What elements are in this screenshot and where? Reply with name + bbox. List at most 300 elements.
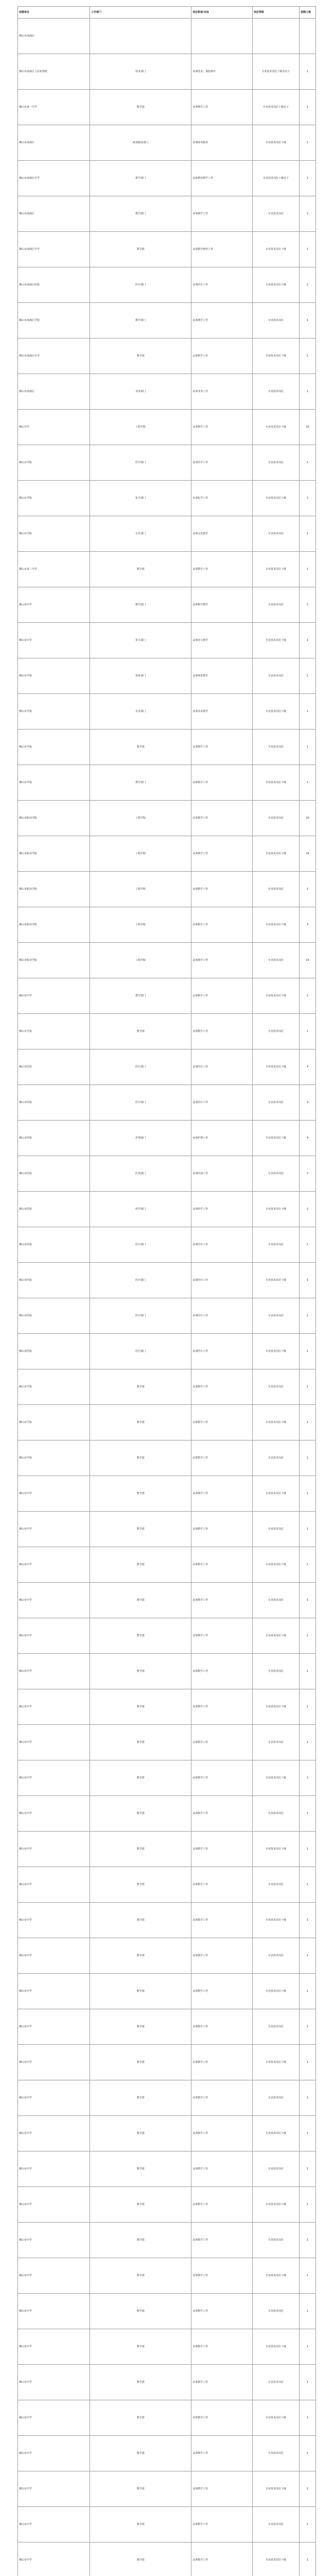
level-cell: 专业技术岗位	[252, 943, 299, 978]
employer-cell: 佛山市职业学院	[18, 836, 90, 872]
level-cell: 专业技术岗位十级	[252, 1049, 299, 1085]
duties-cell: 从事教学工作	[191, 1832, 253, 1867]
count-cell: 1	[300, 90, 316, 125]
duties-cell: 从事教学工作	[191, 196, 253, 232]
duties-cell: 从事美术教学	[191, 694, 253, 730]
level-cell: 专业技术岗位	[252, 1512, 299, 1547]
employer-cell: 佛山市中学	[18, 1974, 90, 2009]
level-cell: 专业技术岗位	[252, 1085, 299, 1121]
employer-cell: 佛山市医院	[18, 1334, 90, 1369]
count-cell: 1	[300, 1512, 316, 1547]
level-cell: 专业技术岗位十级	[252, 765, 299, 801]
count-cell: 1	[300, 765, 316, 801]
employer-cell: 佛山市中学	[18, 978, 90, 1014]
department-cell: 教学部	[90, 1014, 191, 1049]
table-row	[18, 2045, 316, 2080]
employer-cell: 佛山市南海区学校	[18, 303, 90, 338]
level-cell: 专业技术岗位十级	[252, 2400, 299, 2436]
department-cell: 教学部门	[90, 303, 191, 338]
employer-cell: 佛山市中学	[18, 587, 90, 623]
duties-cell: 从事教学工作	[191, 1014, 253, 1049]
table-row	[18, 2187, 316, 2223]
duties-cell	[191, 19, 253, 54]
department-cell: 教学部门	[90, 196, 191, 232]
level-cell: 专业技术岗位	[252, 1796, 299, 1832]
level-cell: 专业技术岗位十级	[252, 1689, 299, 1725]
table-row	[18, 161, 316, 196]
department-cell: 医学部门	[90, 445, 191, 481]
department-cell: 教学部	[90, 2258, 191, 2294]
employer-cell: 佛山市医院	[18, 1298, 90, 1334]
employer-cell: 佛山市中学	[18, 1618, 90, 1654]
department-cell: 教学部	[90, 1476, 191, 1512]
employer-cell: 佛山市医院	[18, 1049, 90, 1085]
duties-cell: 从事教学工作	[191, 2151, 253, 2187]
header-employer: 招聘单位	[18, 7, 90, 19]
duties-cell: 从事教学工作	[191, 872, 253, 907]
table-row	[18, 943, 316, 978]
level-cell: 专业技术岗位十级	[252, 125, 299, 161]
duties-cell: 从事教学工作	[191, 2187, 253, 2223]
level-cell: 专业技术岗位十级	[252, 2471, 299, 2507]
department-cell: 教学部	[90, 1583, 191, 1618]
employer-cell: 佛山市南海区中学	[18, 161, 90, 196]
duties-cell: 从事教学工作	[191, 1547, 253, 1583]
duties-cell: 从事教学工作	[191, 1725, 253, 1760]
duties-cell: 从事教学工作	[191, 2223, 253, 2258]
duties-cell: 从事技术、预防和中	[191, 54, 253, 90]
department-cell: 医疗部门	[90, 1049, 191, 1085]
department-cell: 教学部	[90, 2187, 191, 2223]
table-row	[18, 1227, 316, 1263]
employer-cell: 佛山市中学	[18, 1796, 90, 1832]
count-cell: 1	[300, 1369, 316, 1405]
level-cell: 专业技术岗位十级	[252, 1192, 299, 1227]
level-cell: 专业技术岗位十级	[252, 552, 299, 587]
table-row	[18, 623, 316, 658]
duties-cell: 从事教学工作	[191, 907, 253, 943]
employer-cell: 佛山市中学	[18, 1760, 90, 1796]
department-cell: 教学部	[90, 2151, 191, 2187]
level-cell: 专业技术岗位十级及以下	[252, 54, 299, 90]
level-cell: 专业技术岗位十级	[252, 1121, 299, 1156]
level-cell: 专业技术岗位	[252, 2436, 299, 2471]
level-cell: 专业技术岗位	[252, 730, 299, 765]
table-row	[18, 1440, 316, 1476]
employer-cell: 佛山市医院	[18, 1156, 90, 1192]
employer-cell: 佛山市中学	[18, 1725, 90, 1760]
table-row	[18, 1085, 316, 1121]
table-row	[18, 1156, 316, 1192]
department-cell: 医疗部门	[90, 1227, 191, 1263]
count-cell: 1	[300, 1938, 316, 1974]
count-cell: 10	[300, 836, 316, 872]
count-cell: 1	[300, 552, 316, 587]
level-cell: 专业技术岗位十级	[252, 2543, 299, 2576]
level-cell: 专业技术岗位	[252, 2009, 299, 2045]
duties-cell: 从事教学工作	[191, 2116, 253, 2151]
duties-cell: 从事教学工作	[191, 2258, 253, 2294]
employer-cell: 佛山市医院	[18, 1085, 90, 1121]
duties-cell: 从事数学教学	[191, 587, 253, 623]
employer-cell: 佛山市中学	[18, 2507, 90, 2543]
level-cell: 专业技术岗位十级	[252, 1618, 299, 1654]
level-cell: 专业技术岗位十级	[252, 1334, 299, 1369]
employer-cell: 佛山中学	[18, 410, 90, 445]
table-row	[18, 1547, 316, 1583]
count-cell: 1	[300, 1974, 316, 2009]
department-cell: 教学部	[90, 2543, 191, 2576]
department-cell: 医疗部门	[90, 267, 191, 303]
table-row	[18, 1832, 316, 1867]
level-cell: 专业技术岗位	[252, 516, 299, 552]
employer-cell: 佛山市学院	[18, 445, 90, 481]
level-cell: 专业技术岗位	[252, 1583, 299, 1618]
header-duties: 岗位职责/目标	[191, 7, 253, 19]
count-cell: 1	[300, 1476, 316, 1512]
department-cell: 教学部	[90, 1760, 191, 1796]
employer-cell: 佛山市中学	[18, 2543, 90, 2576]
level-cell: 专业技术岗位	[252, 587, 299, 623]
duties-cell: 从事教学工作	[191, 410, 253, 445]
employer-cell: 佛山市中学	[18, 2009, 90, 2045]
duties-cell: 从事医疗工作	[191, 1298, 253, 1334]
duties-cell: 从事教学工作	[191, 2471, 253, 2507]
department-cell: 医技部门	[90, 1156, 191, 1192]
employer-cell: 佛山市中学	[18, 1476, 90, 1512]
level-cell	[252, 19, 299, 54]
header-count: 招聘人数	[300, 7, 316, 19]
employer-cell: 佛山市医院	[18, 1121, 90, 1156]
department-cell: 教学部	[90, 2045, 191, 2080]
employer-cell: 佛山市中学	[18, 2294, 90, 2329]
table-row	[18, 338, 316, 374]
department-cell: 教学部	[90, 338, 191, 374]
level-cell: 专业技术岗位	[252, 196, 299, 232]
table-row	[18, 1689, 316, 1725]
duties-cell: 从事教学工作	[191, 1796, 253, 1832]
department-cell: 教学部	[90, 1618, 191, 1654]
department-cell: 音乐部门	[90, 516, 191, 552]
department-cell: 技术部门	[90, 54, 191, 90]
duties-cell: 从事政务服务	[191, 125, 253, 161]
employer-cell: 佛山市中学	[18, 1512, 90, 1547]
duties-cell: 从事业务工作	[191, 374, 253, 410]
level-cell: 专业技术岗位十级	[252, 338, 299, 374]
table-row	[18, 2223, 316, 2258]
table-row	[18, 872, 316, 907]
table-row	[18, 2080, 316, 2116]
count-cell: 1	[300, 516, 316, 552]
level-cell: 专业技术岗位十级	[252, 232, 299, 267]
department-cell: 教学部	[90, 2400, 191, 2436]
department-cell: 教学部门	[90, 161, 191, 196]
count-cell: 1	[300, 1618, 316, 1654]
employer-cell: 佛山市南海区	[18, 125, 90, 161]
count-cell: 1	[300, 1725, 316, 1760]
table-row	[18, 587, 316, 623]
level-cell: 专业技术岗位	[252, 1725, 299, 1760]
duties-cell: 从事教学工作	[191, 836, 253, 872]
employer-cell: 佛山市学校	[18, 1369, 90, 1405]
recruitment-sheet	[17, 6, 316, 2576]
department-cell: 医疗部门	[90, 1263, 191, 1298]
count-cell: 2	[300, 1192, 316, 1227]
level-cell: 专业技术岗位	[252, 1298, 299, 1334]
count-cell: 1	[300, 1547, 316, 1583]
duties-cell: 从事化学工作	[191, 481, 253, 516]
table-row	[18, 2436, 316, 2471]
duties-cell: 从事教学工作	[191, 90, 253, 125]
employer-cell: 佛山市南海区人民检察院	[18, 54, 90, 90]
duties-cell: 从事教学工作	[191, 2365, 253, 2400]
department-cell: 业务部门	[90, 374, 191, 410]
count-cell: 1	[300, 267, 316, 303]
table-row	[18, 2507, 316, 2543]
duties-cell: 从事医学工作	[191, 445, 253, 481]
count-cell: 1	[300, 1227, 316, 1263]
count-cell: 1	[300, 730, 316, 765]
table-row	[18, 125, 316, 161]
count-cell: 1	[300, 2543, 316, 2576]
department-cell: 美术部门	[90, 694, 191, 730]
table-row	[18, 1369, 316, 1405]
table-row	[18, 801, 316, 836]
department-cell: 教学部	[90, 2471, 191, 2507]
employer-cell: 佛山市医院	[18, 1263, 90, 1298]
department-cell: 教学部	[90, 1654, 191, 1689]
employer-cell: 佛山市学校	[18, 694, 90, 730]
count-cell: 1	[300, 2151, 316, 2187]
table-row	[18, 1192, 316, 1227]
table-row	[18, 90, 316, 125]
employer-cell: 佛山市第二中学	[18, 552, 90, 587]
duties-cell: 从事教学工作	[191, 1903, 253, 1938]
count-cell: 1	[300, 1867, 316, 1903]
count-cell: 2	[300, 1156, 316, 1192]
level-cell: 专业技术岗位	[252, 1440, 299, 1476]
level-cell: 专业技术岗位十级	[252, 2045, 299, 2080]
department-cell: 教学部	[90, 1405, 191, 1440]
department-cell: 教学部	[90, 2223, 191, 2258]
department-cell: 教学部	[90, 90, 191, 125]
duties-cell: 从事教学工作	[191, 1512, 253, 1547]
table-row	[18, 1512, 316, 1547]
duties-cell: 从事教学工作	[191, 1618, 253, 1654]
duties-cell: 从事医疗工作	[191, 1049, 253, 1085]
count-cell: 4	[300, 1121, 316, 1156]
duties-cell: 从事教学工作	[191, 338, 253, 374]
count-cell: 1	[300, 2400, 316, 2436]
duties-cell: 从事教学工作	[191, 1583, 253, 1618]
header-level: 岗位等级	[252, 7, 299, 19]
table-row	[18, 303, 316, 338]
duties-cell: 从事教学工作	[191, 1974, 253, 2009]
duties-cell: 从事教学工作	[191, 2045, 253, 2080]
count-cell: 1	[300, 232, 316, 267]
table-header-row	[18, 7, 316, 19]
duties-cell: 从事教学研究工作	[191, 232, 253, 267]
employer-cell: 佛山市职业学院	[18, 801, 90, 836]
count-cell: 1	[300, 1583, 316, 1618]
level-cell: 专业技术岗位十级	[252, 1903, 299, 1938]
duties-cell: 从事教学工作	[191, 303, 253, 338]
count-cell: 1	[300, 658, 316, 694]
count-cell: 1	[300, 1654, 316, 1689]
table-row	[18, 2258, 316, 2294]
table-row	[18, 516, 316, 552]
header-department: 工作部门	[90, 7, 191, 19]
count-cell: 1	[300, 1796, 316, 1832]
count-cell: 1	[300, 2187, 316, 2223]
level-cell: 专业技术岗位十级	[252, 1263, 299, 1298]
level-cell: 专业技术岗位	[252, 2507, 299, 2543]
level-cell: 专业技术岗位十级	[252, 623, 299, 658]
level-cell: 专业技术岗位十级	[252, 410, 299, 445]
employer-cell: 佛山市中学	[18, 1938, 90, 1974]
table-row	[18, 2543, 316, 2576]
employer-cell: 佛山市医院	[18, 1227, 90, 1263]
duties-cell: 从事教学工作	[191, 1369, 253, 1405]
level-cell: 专业技术岗位	[252, 374, 299, 410]
duties-cell: 从事教学工作	[191, 1760, 253, 1796]
department-cell: 教学部	[90, 1440, 191, 1476]
table-row	[18, 836, 316, 872]
department-cell: 化学部门	[90, 481, 191, 516]
count-cell: 1	[300, 1440, 316, 1476]
employer-cell: 佛山市学院	[18, 481, 90, 516]
duties-cell: 从事教学工作	[191, 943, 253, 978]
table-row	[18, 2116, 316, 2151]
employer-cell: 佛山市学校	[18, 1405, 90, 1440]
table-row	[18, 2294, 316, 2329]
employer-cell: 佛山市中学	[18, 1832, 90, 1867]
count-cell: 1	[300, 587, 316, 623]
count-cell: 4	[300, 1049, 316, 1085]
count-cell: 1	[300, 1903, 316, 1938]
department-cell: 护理部门	[90, 1121, 191, 1156]
count-cell: 1	[300, 1334, 316, 1369]
level-cell: 专业技术岗位	[252, 303, 299, 338]
employer-cell: 佛山市中学	[18, 2436, 90, 2471]
department-cell: 教学部	[90, 1689, 191, 1725]
department-cell: 教学部	[90, 2009, 191, 2045]
employer-cell: 佛山市中学	[18, 1867, 90, 1903]
employer-cell: 佛山市学校	[18, 658, 90, 694]
department-cell: 教学部门	[90, 978, 191, 1014]
duties-cell: 从事医疗工作	[191, 1334, 253, 1369]
duties-cell: 从事音乐教学	[191, 516, 253, 552]
count-cell: 1	[300, 54, 316, 90]
table-row	[18, 2329, 316, 2365]
count-cell: 3	[300, 907, 316, 943]
count-cell: 2	[300, 1085, 316, 1121]
employer-cell: 佛山市学校	[18, 730, 90, 765]
duties-cell: 从事医技工作	[191, 1156, 253, 1192]
department-cell: 教学部	[90, 232, 191, 267]
count-cell: 1	[300, 303, 316, 338]
duties-cell: 从事语文教学	[191, 623, 253, 658]
employer-cell: 佛山市学校	[18, 1440, 90, 1476]
table-row	[18, 1405, 316, 1440]
level-cell: 专业技术岗位	[252, 1227, 299, 1263]
count-cell: 1	[300, 623, 316, 658]
duties-cell: 从事教学工作	[191, 801, 253, 836]
count-cell: 1	[300, 1832, 316, 1867]
count-cell: 1	[300, 2045, 316, 2080]
level-cell: 专业技术岗位十级	[252, 2187, 299, 2223]
department-cell: 教学部	[90, 730, 191, 765]
count-cell: 1	[300, 445, 316, 481]
department-cell: 教学部	[90, 2436, 191, 2471]
table-row	[18, 1725, 316, 1760]
table-row	[18, 552, 316, 587]
employer-cell: 佛山市南海区	[18, 196, 90, 232]
count-cell: 1	[300, 481, 316, 516]
employer-cell: 佛山市医院	[18, 1192, 90, 1227]
count-cell: 2	[300, 196, 316, 232]
table-row	[18, 1014, 316, 1049]
count-cell: 1	[300, 125, 316, 161]
table-row	[18, 907, 316, 943]
department-cell: 工程学院	[90, 872, 191, 907]
level-cell: 专业技术岗位	[252, 872, 299, 907]
duties-cell: 从事教学工作	[191, 2009, 253, 2045]
table-row	[18, 1974, 316, 2009]
department-cell: 教学部	[90, 1938, 191, 1974]
level-cell: 专业技术岗位	[252, 2080, 299, 2116]
employer-cell: 佛山市南海区	[18, 374, 90, 410]
duties-cell: 从事医疗工作	[191, 1263, 253, 1298]
employer-cell: 佛山市学院	[18, 516, 90, 552]
table-row	[18, 2151, 316, 2187]
table-row	[18, 374, 316, 410]
duties-cell: 从事教学工作	[191, 1867, 253, 1903]
level-cell: 专业技术岗位	[252, 1369, 299, 1405]
department-cell: 工程学院	[90, 836, 191, 872]
count-cell: 1	[300, 2294, 316, 2329]
department-cell	[90, 19, 191, 54]
table-row	[18, 267, 316, 303]
department-cell: 教学部	[90, 1512, 191, 1547]
level-cell: 专业技术岗位	[252, 445, 299, 481]
level-cell: 专业技术岗位十级	[252, 1547, 299, 1583]
department-cell: 数学部门	[90, 587, 191, 623]
employer-cell: 佛山市中学	[18, 623, 90, 658]
employer-cell: 佛山市职业学院	[18, 943, 90, 978]
table-row	[18, 694, 316, 730]
table-row	[18, 1476, 316, 1512]
employer-cell: 佛山市中学	[18, 1903, 90, 1938]
table-row	[18, 410, 316, 445]
table-row	[18, 1583, 316, 1618]
duties-cell: 从事教学工作	[191, 2507, 253, 2543]
duties-cell: 从事教学工作	[191, 1476, 253, 1512]
duties-cell: 从事护理工作	[191, 1121, 253, 1156]
level-cell: 专业技术岗位	[252, 658, 299, 694]
level-cell: 专业技术岗位十级	[252, 694, 299, 730]
level-cell: 专业技术岗位十级	[252, 836, 299, 872]
count-cell: 2	[300, 872, 316, 907]
count-cell: 1	[300, 2116, 316, 2151]
department-cell: 药学部门	[90, 1192, 191, 1227]
employer-cell: 佛山市中学	[18, 2223, 90, 2258]
duties-cell: 从事教学工作	[191, 2543, 253, 2576]
duties-cell: 从事教育教学工作	[191, 161, 253, 196]
employer-cell: 佛山市中学	[18, 2151, 90, 2187]
employer-cell: 佛山市职业学院	[18, 907, 90, 943]
employer-cell: 佛山市南海区医院	[18, 267, 90, 303]
